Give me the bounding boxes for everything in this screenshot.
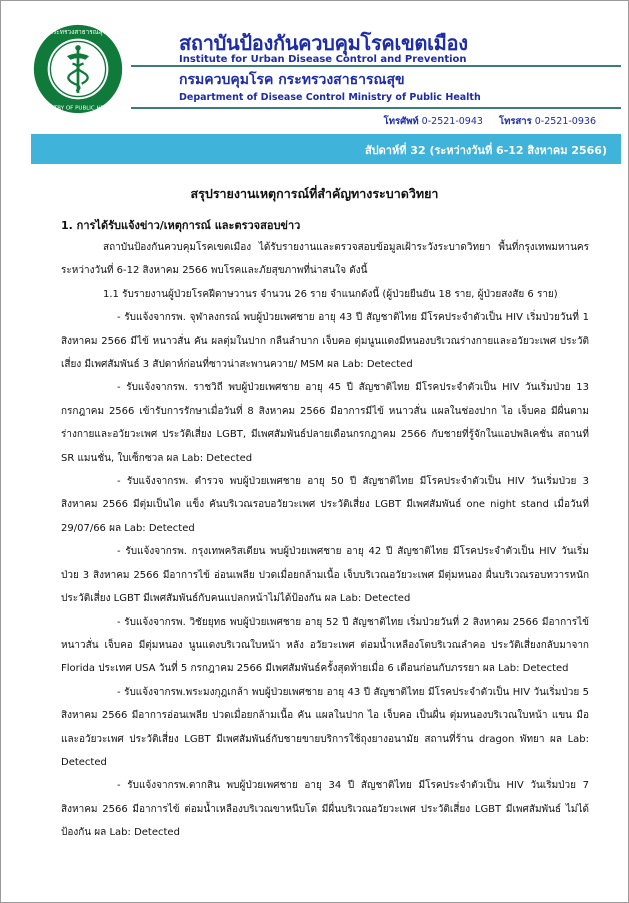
phone-number: 0-2521-0943 xyxy=(421,116,483,127)
week-label: สัปดาห์ที่ 32 (ระหว่างวันที่ 6-12 สิงหาคม 2566) xyxy=(364,144,607,157)
case-paragraph: - รับแจ้งจากรพ. ราชวิถี พบผู้ป่วยเพศชาย อายุ 45 ปี สัญชาติไทย มีโรคประจำตัวเป็น HIV วันเริ่มป่วย 13 กรกฎาคม 2566 เข้ารับการรักษาเมื่อวันที่ 8 สิงหาคม 2566 มีอาการมีไข้ หนาวสั่น แผลในช่องปาก ไอ เจ็บคอ มีผื่นตามร่างกายและอวัยวะเพศ ประวัติเสี่ยง LGBT, มีเพศสัมพันธ์ปลายเดือนกรกฎาคม 2566 กับชายที่รู้จักในแอปพลิเคชั่น สถานที่ SR แมนชั่น, ใบเซ็กซวล ผล Lab: Detected xyxy=(61,382,589,464)
case-paragraph: - รับแจ้งจากรพ. วิชัยยุทธ พบผู้ป่วยเพศชาย อายุ 52 ปี สัญชาติไทย เริ่มป่วยวันที่ 2 สิงหาคม 2566 มีอาการไข้ หนาวสั่น เจ็บคอ มีตุ่มหนอง นูนแดงบริเวณใบหน้า หลัง อวัยวะเพศ ต่อมน้ำเหลืองโตบริเวณลำคอ ประวัติเสี่ยงกลับมาจาก Florida ประเทศ USA วันที่ 5 กรกฎาคม 2566 มีเพศสัมพันธ์ครั้งสุดท้ายเมื่อ 6 เดือนก่อนกับภรรยา ผล Lab: Detected xyxy=(61,616,589,675)
department-thai: กรมควบคุมโรค กระทรวงสาธารณสุข xyxy=(179,72,405,88)
phone-label: โทรศัพท์ xyxy=(383,116,419,127)
institute-title-thai: สถาบันป้องกันควบคุมโรคเขตเมือง xyxy=(179,31,468,55)
institute-title-english: Institute for Urban Disease Control and Prevention xyxy=(179,54,467,65)
case-paragraph: - รับแจ้งจากรพ. จุฬาลงกรณ์ พบผู้ป่วยเพศชาย อายุ 43 ปี สัญชาติไทย มีโรคประจำตัวเป็น HIV เริ่มป่วยวันที่ 1 สิงหาคม 2566 มีไข้ หนาวสั่น คัน ผลตุ่มในปาก กลืนลำบาก เจ็บคอ ตุ่มนูนแดงมีหนองบริเวณร่างกายและอวัยวะเพศ ประวัติเสี่ยง มีเพศสัมพันธ์ 3 สัปดาห์ก่อนที่ซาวน่าสะพานควาย/ MSM ผล Lab: Detected xyxy=(61,312,589,371)
intro-paragraph: สถาบันป้องกันควบคุมโรคเขตเมือง ได้รับรายงานและตรวจสอบข้อมูลเฝ้าระวังระบาดวิทยา พื้นที่กรุงเทพมหานคร ระหว่างวันที่ 6-12 สิงหาคม 2566 พบโรคและภัยสุขภาพที่น่าสนใจ ดังนี้ xyxy=(61,242,589,277)
case-paragraph: - รับแจ้งจากรพ.ตากสิน พบผู้ป่วยเพศชาย อายุ 34 ปี สัญชาติไทย มีโรคประจำตัวเป็น HIV วันเริ่มป่วย 7 สิงหาคม 2566 มีอาการไข้ ต่อมน้ำเหลืองบริเวณขาหนีบโต มีผื่นบริเวณอวัยวะเพศ ประวัติเสี่ยง LGBT มีเพศสัมพันธ์ ไม่ได้ป้องกัน ผล Lab: Detected xyxy=(61,780,589,839)
subsection-paragraph: 1.1 รับรายงานผู้ป่วยโรคฝีดาษวานร จำนวน 26 ราย จำแนกดังนี้ (ผู้ป่วยยืนยัน 18 ราย, ผู้ป่วยสงสัย 6 ราย) xyxy=(103,288,558,300)
header-divider xyxy=(131,107,621,109)
document-body xyxy=(61,236,589,845)
week-banner xyxy=(31,134,621,164)
case-paragraph: - รับแจ้งจากรพ. ตำรวจ พบผู้ป่วยเพศชาย อายุ 50 ปี สัญชาติไทย มีโรคประจำตัวเป็น HIV วันเริ่มป่วย 3 สิงหาคม 2566 มีตุ่มเป็นไต แข็ง คันบริเวณรอบอวัยวะเพศ ประวัติเสี่ยง LGBT มีเพศสัมพันธ์ one night stand เมื่อวันที่ 29/07/66 ผล Lab: Detected xyxy=(61,476,589,534)
case-paragraph: - รับแจ้งจากรพ.พระมงกุฎเกล้า พบผู้ป่วยเพศชาย อายุ 43 ปี สัญชาติไทย มีโรคประจำตัวเป็น HIV วันเริ่มป่วย 5 สิงหาคม 2566 มีอาการอ่อนเพลีย ปวดเมื่อยกล้ามเนื้อ คัน แผลในปาก ไอ เจ็บคอ เป็นผื่น ตุ่มหนองบริเวณใบหน้า แขน มือ และอวัยวะเพศ ประวัติเสี่ยง LGBT มีเพศสัมพันธ์กับชายขายบริการใช้ถุงยางอนามัย สถานที่ร้าน dragon พัทยา ผล Lab: Detected xyxy=(61,686,589,768)
fax-number: 0-2521-0936 xyxy=(534,116,596,127)
ministry-of-public-health-seal-icon xyxy=(32,23,124,115)
header-divider xyxy=(131,65,621,67)
section-heading: 1. การได้รับแจ้งข่าว/เหตุการณ์ และตรวจสอบข่าว xyxy=(61,219,301,232)
svg-text:กระทรวงสาธารณสุข: กระทรวงสาธารณสุข xyxy=(48,28,108,37)
svg-text:MINISTRY OF PUBLIC HEALTH: MINISTRY OF PUBLIC HEALTH xyxy=(38,105,118,112)
document-title: สรุปรายงานเหตุการณ์ที่สำคัญทางระบาดวิทยา xyxy=(190,186,439,201)
department-english: Department of Disease Control Ministry of Public Health xyxy=(179,92,481,103)
letterhead xyxy=(1,1,628,171)
case-paragraph: - รับแจ้งจากรพ. กรุงเทพคริสเตียน พบผู้ป่วยเพศชาย อายุ 42 ปี สัญชาติไทย มีโรคประจำตัวเป็น HIV วันเริ่มป่วย 3 สิงหาคม 2566 มีอาการไข้ อ่อนเพลีย ปวดเมื่อยกล้ามเนื้อ เจ็บบริเวณอวัยวะเพศ มีตุ่มหนอง ผื่นบริเวณรอบทวารหนัก ประวัติเสี่ยง LGBT มีเพศสัมพันธ์กับคนแปลกหน้าไม่ได้ป้องกัน ผล Lab: Detected xyxy=(61,546,589,605)
contact-line xyxy=(384,114,596,129)
fax-label: โทรสาร xyxy=(499,116,532,127)
